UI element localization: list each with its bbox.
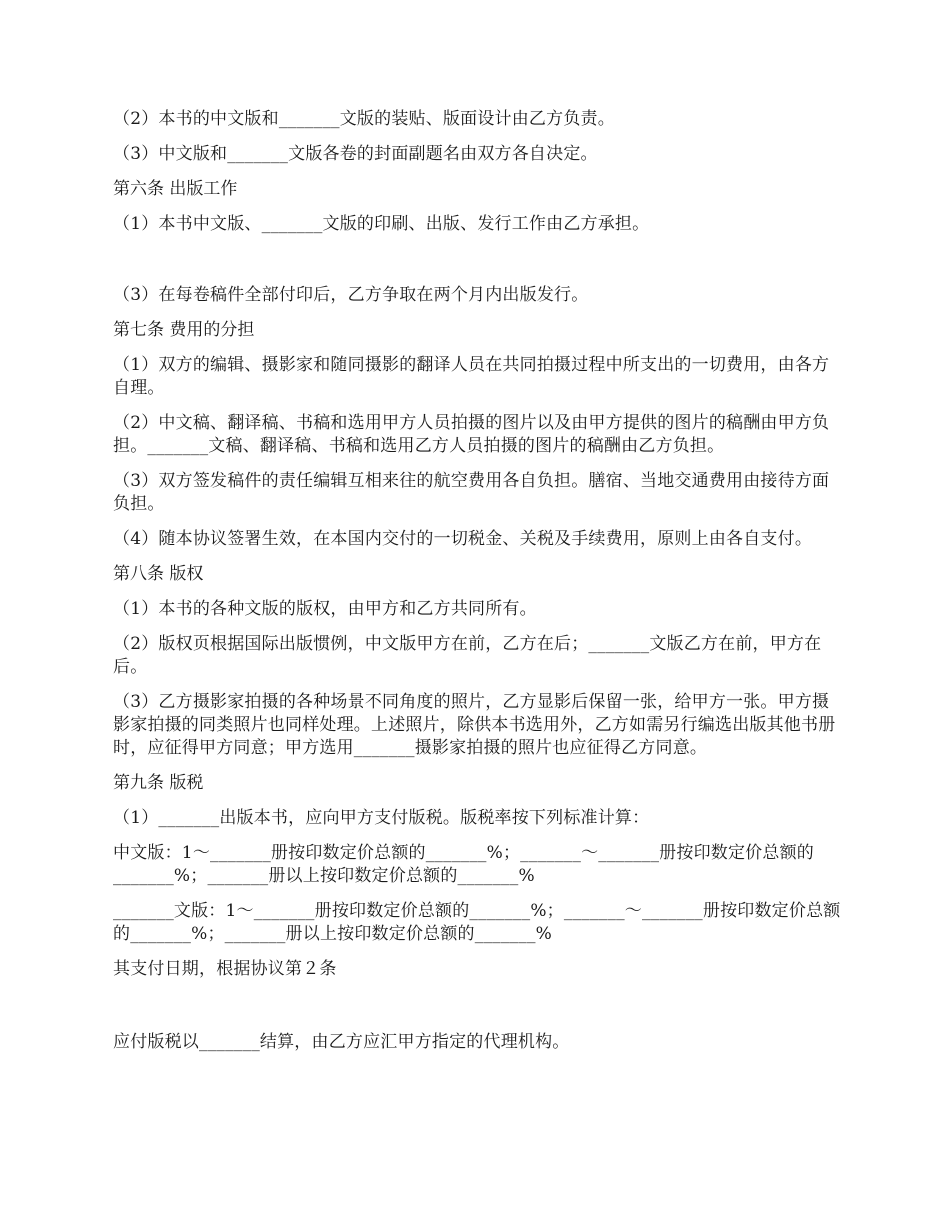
article-7-heading: 第七条 费用的分担: [113, 320, 255, 340]
royalty-chinese-edition: 中文版：1～_______册按印数定价总额的_______%；_______～_______册按印数定价总额的_______%；_______册以上按印数定价总额的_______%: [113, 843, 814, 886]
document-page: [113, 108, 841, 1066]
article-9-heading: 第九条 版税: [113, 773, 204, 793]
clause-6-item-1: （1）本书中文版、_______文版的印刷、出版、发行工作由乙方承担。: [113, 214, 650, 234]
clause-6-item-3: （3）在每卷稿件全部付印后，乙方争取在两个月内出版发行。: [113, 285, 589, 305]
clause-5-item-2: （2）本书的中文版和_______文版的装贴、版面设计由乙方负责。: [113, 109, 615, 129]
royalty-foreign-edition: _______文版：1～_______册按印数定价总额的_______%；_______～_______册按印数定价总额的_______%；_______册以上按印数定价总额的_______%: [113, 901, 841, 944]
clause-7-item-4: （4）随本协议签署生效，在本国内交付的一切税金、关税及手续费用，原则上由各自支付。: [113, 529, 813, 549]
blank-gap: [113, 248, 841, 284]
clause-7-item-3: （3）双方签发稿件的责任编辑互相来往的航空费用各自负担。膳宿、当地交通费用由接待方面负担。: [113, 471, 830, 514]
royalty-settlement-clause: 应付版税以_______结算，由乙方应汇甲方指定的代理机构。: [113, 1032, 570, 1052]
article-6-heading: 第六条 出版工作: [113, 179, 238, 199]
blank-gap-2: [113, 993, 841, 1031]
clause-7-item-1: （1）双方的编辑、摄影家和随同摄影的翻译人员在共同拍摄过程中所支出的一切费用，由各方自理。: [113, 355, 830, 398]
clause-5-item-3: （3）中文版和_______文版各卷的封面副题名由双方各自决定。: [113, 144, 598, 164]
payment-date-clause: 其支付日期，根据协议第２条: [113, 959, 337, 979]
clause-8-item-3: （3）乙方摄影家拍摄的各种场景不同角度的照片，乙方显影后保留一张，给甲方一张。甲方摄影家拍摄的同类照片也同样处理。上述照片，除供本书选用外，乙方如需另行编选出版其他书册时，应征得甲方同意；甲方选用_______摄影家拍摄的照片也应征得乙方同意。: [113, 692, 836, 758]
clause-8-item-2: （2）版权页根据国际出版惯例，中文版甲方在前，乙方在后；_______文版乙方在前，甲方在后。: [113, 634, 822, 677]
clause-7-item-2: （2）中文稿、翻译稿、书稿和选用甲方人员拍摄的图片以及由甲方提供的图片的稿酬由甲方负担。_______文稿、翻译稿、书稿和选用乙方人员拍摄的图片的稿酬由乙方负担。: [113, 413, 830, 456]
clause-8-item-1: （1）本书的各种文版的版权，由甲方和乙方共同所有。: [113, 599, 537, 619]
article-8-heading: 第八条 版权: [113, 564, 204, 584]
clause-9-item-1: （1）_______出版本书，应向甲方支付版税。版税率按下列标准计算：: [113, 808, 650, 828]
